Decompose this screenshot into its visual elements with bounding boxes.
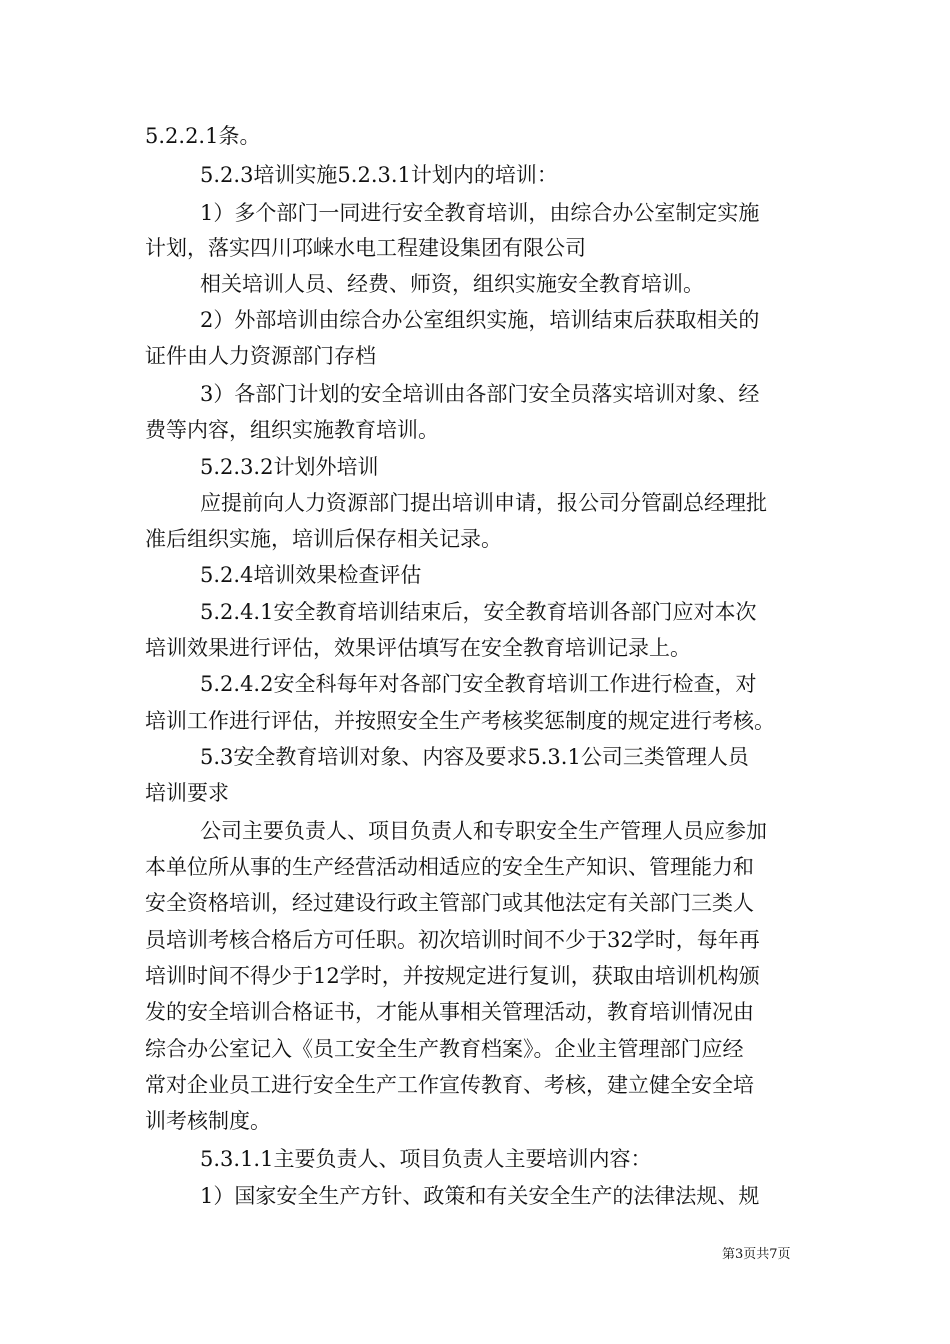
text-line: 培训要求 (145, 781, 229, 805)
text-line: 训考核制度。 (145, 1109, 271, 1133)
text-line: 本单位所从事的生产经营活动相适应的安全生产知识、管理能力和 (145, 855, 754, 879)
text-line: 5.2.2.1条。 (145, 124, 261, 148)
text-line: 计划，落实四川邛崃水电工程建设集团有限公司 (145, 236, 586, 260)
text-line: 5.3安全教育培训对象、内容及要求5.3.1公司三类管理人员 (200, 745, 749, 769)
text-line: 5.2.3培训实施5.2.3.1计划内的培训： (200, 163, 558, 187)
text-line: 相关培训人员、经费、师资，组织实施安全教育培训。 (200, 272, 704, 296)
page-number: 第3页共7页 (722, 1247, 791, 1262)
text-line: 发的安全培训合格证书，才能从事相关管理活动，教育培训情况由 (145, 1000, 754, 1024)
text-line: 综合办公室记入《员工安全生产教育档案》。企业主管理部门应经 (145, 1037, 744, 1061)
text-line: 5.2.4.1安全教育培训结束后，安全教育培训各部门应对本次 (200, 600, 757, 624)
text-line: 常对企业员工进行安全生产工作宣传教育、考核，建立健全安全培 (145, 1073, 754, 1097)
text-line: 5.2.3.2计划外培训 (200, 455, 379, 479)
text-line: 5.3.1.1主要负责人、项目负责人主要培训内容： (200, 1147, 652, 1171)
text-line: 公司主要负责人、项目负责人和专职安全生产管理人员应参加 (200, 819, 767, 843)
text-line: 员培训考核合格后方可任职。初次培训时间不少于32学时，每年再 (145, 928, 760, 952)
text-line: 费等内容，组织实施教育培训。 (145, 418, 439, 442)
text-line: 5.2.4培训效果检查评估 (200, 563, 422, 587)
text-line: 3）各部门计划的安全培训由各部门安全员落实培训对象、经 (200, 382, 760, 406)
text-line: 1）多个部门一同进行安全教育培训，由综合办公室制定实施 (200, 201, 760, 225)
text-line: 1）国家安全生产方针、政策和有关安全生产的法律法规、规 (200, 1184, 760, 1208)
text-line: 2）外部培训由综合办公室组织实施，培训结束后获取相关的 (200, 308, 760, 332)
text-line: 培训工作进行评估，并按照安全生产考核奖惩制度的规定进行考核。 (145, 709, 775, 733)
text-line: 应提前向人力资源部门提出培训申请，报公司分管副总经理批 (200, 491, 767, 515)
text-line: 证件由人力资源部门存档 (145, 344, 376, 368)
text-line: 培训时间不得少于12学时，并按规定进行复训，获取由培训机构颁 (145, 964, 760, 988)
text-line: 5.2.4.2安全科每年对各部门安全教育培训工作进行检查，对 (200, 672, 757, 696)
text-line: 准后组织实施，培训后保存相关记录。 (145, 527, 502, 551)
text-line: 安全资格培训，经过建设行政主管部门或其他法定有关部门三类人 (145, 891, 754, 915)
text-line: 培训效果进行评估，效果评估填写在安全教育培训记录上。 (145, 636, 691, 660)
